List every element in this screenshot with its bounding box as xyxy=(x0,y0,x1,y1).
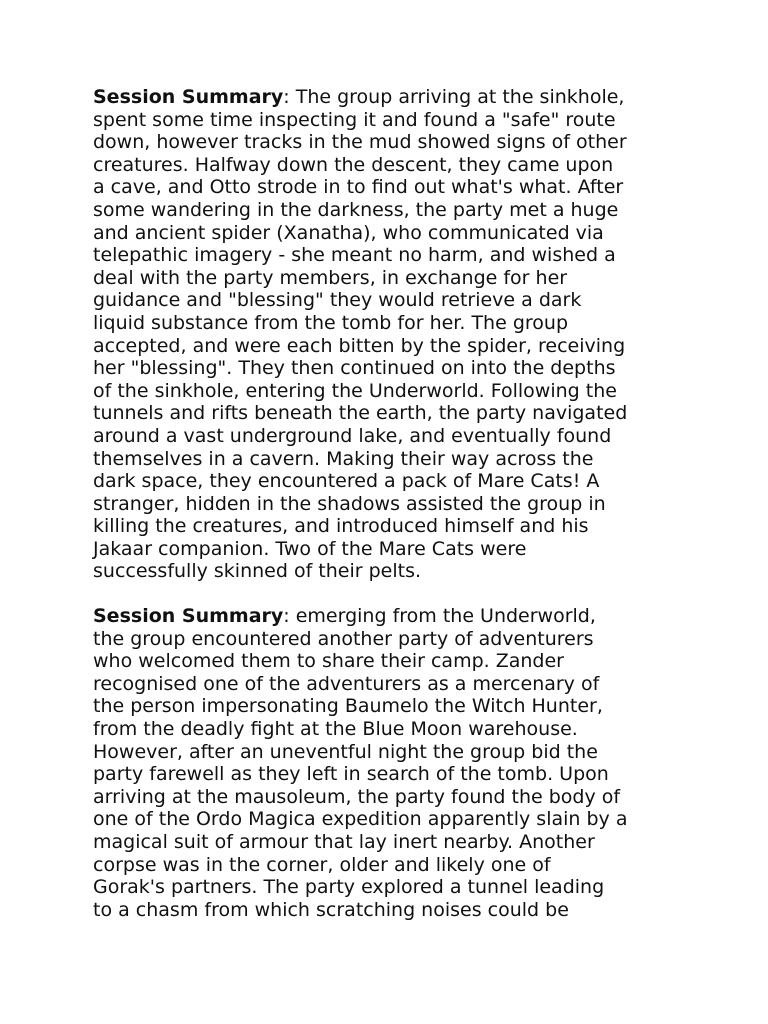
paragraph-line: stranger, hidden in the shadows assisted the group in xyxy=(93,492,606,515)
paragraph-heading: Session Summary xyxy=(93,86,284,108)
paragraph-line: guidance and "blessing" they would retrieve a dark xyxy=(93,289,582,312)
paragraph-line: to a chasm from which scratching noises could be xyxy=(93,898,569,921)
paragraph-line: successfully skinned of their pelts. xyxy=(93,560,422,583)
paragraph-line: Session Summary: emerging from the Underworld, xyxy=(93,605,596,628)
session-summary-paragraph-1 xyxy=(93,86,683,583)
paragraph-line: down, however tracks in the mud showed signs of other xyxy=(93,131,627,154)
paragraph-line: magical suit of armour that lay inert nearby. Another xyxy=(93,831,595,853)
paragraph-line: her "blessing". They then continued on into the depths xyxy=(93,357,616,380)
paragraph-line: corpse was in the corner, older and likely one of xyxy=(93,853,551,876)
paragraph-line: recognised one of the adventurers as a mercenary of xyxy=(93,672,600,695)
paragraph-line: from the deadly fight at the Blue Moon warehouse. xyxy=(93,718,578,741)
document-page xyxy=(93,86,683,943)
paragraph-line: the group encountered another party of adventurers xyxy=(93,627,594,650)
paragraph-heading: Session Summary xyxy=(93,605,284,628)
session-summary-paragraph-2 xyxy=(93,605,683,921)
paragraph-line: killing the creatures, and introduced himself and his xyxy=(93,515,589,538)
paragraph-line: the person impersonating Baumelo the Witch Hunter, xyxy=(93,695,603,718)
paragraph-line: who welcomed them to share their camp. Zander xyxy=(93,650,564,673)
paragraph-line: Jakaar companion. Two of the Mare Cats were xyxy=(93,537,527,560)
paragraph-line: tunnels and rifts beneath the earth, the party navigated xyxy=(93,402,628,425)
paragraph-line: telepathic imagery - she meant no harm, and wished a xyxy=(93,244,616,267)
paragraph-line: Gorak's partners. The party explored a tunnel leading xyxy=(93,876,605,899)
paragraph-line: one of the Ordo Magica expedition apparently slain by a xyxy=(93,808,628,831)
paragraph-line: party farewell as they left in search of the tomb. Upon xyxy=(93,763,609,786)
paragraph-line: some wandering in the darkness, the party met a huge xyxy=(93,198,619,221)
paragraph-line: dark space, they encountered a pack of Mare Cats! A xyxy=(93,470,600,493)
paragraph-line: and ancient spider (Xanatha), who communicated via xyxy=(93,221,604,244)
paragraph-line: liquid substance from the tomb for her. The group xyxy=(93,311,569,334)
paragraph-line: accepted, and were each bitten by the spider, receiving xyxy=(93,334,626,357)
paragraph-line: around a vast underground lake, and eventually found xyxy=(93,424,612,447)
paragraph-line: deal with the party members, in exchange for her xyxy=(93,266,568,289)
paragraph-line: of the sinkhole, entering the Underworld. Following the xyxy=(93,379,617,402)
paragraph-line: Session Summary: The group arriving at the sinkhole, xyxy=(93,86,625,108)
paragraph-line: spent some time inspecting it and found a "safe" route xyxy=(93,108,616,131)
paragraph-line: arriving at the mausoleum, the party found the body of xyxy=(93,785,621,808)
paragraph-line: a cave, and Otto strode in to find out what's what. After xyxy=(93,176,624,199)
paragraph-line: However, after an uneventful night the group bid the xyxy=(93,740,598,763)
paragraph-line: themselves in a cavern. Making their way across the xyxy=(93,447,594,470)
paragraph-line: creatures. Halfway down the descent, they came upon xyxy=(93,153,614,176)
